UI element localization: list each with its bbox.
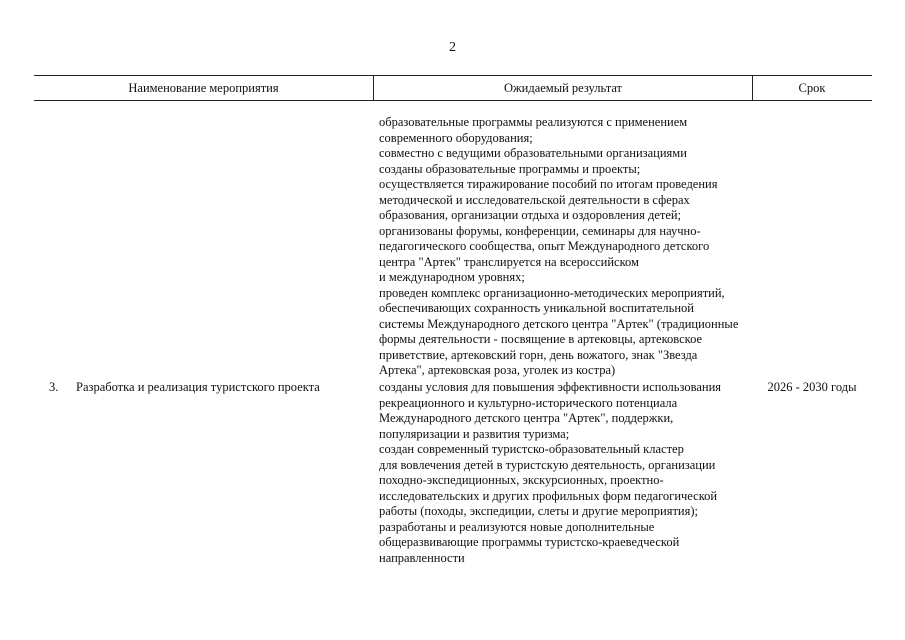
row-result: созданы условия для повышения эффективности использования рекреационного и культурно-исторического потенциала Международного детского центра "Артек", поддержки, популяризации и развития туризма; создан современный туристско-образовательный кластер для вовлечения детей в туристскую деятельность, организации походно-экспедиционных, экскурсионных, проектно- исследовательских и других профильных форм педагогической работы (походы, экспедиции, слеты и другие мероприятия); разработаны и реализуются новые дополнительные общеразвивающие программы туристско-краеведческой направленности <box>379 380 722 565</box>
row-name: Разработка и реализация туристского проекта <box>76 380 320 394</box>
header-result: Ожидаемый результат <box>373 76 753 100</box>
page-number: 2 <box>449 40 456 55</box>
row-number: 3. <box>49 380 59 394</box>
row-result: образовательные программы реализуются с применением современного оборудования; совместно с ведущими образовательными организациями созданы образовательные программы и проекты; осуществляется тиражирование пособий по итогам проведения методической и исследовательской деятельности в сферах образования, организации отдыха и оздоровления детей; организованы форумы, конференции, семинары для научно- педагогического сообщества, опыт Международного детского центра "Артек" транслируется на всероссийском и международном уровнях; проведен комплекс организационно-методических мероприятий, обеспечивающих сохранность уникальной воспитательной системы Международного детского центра "Артек" (традиционные формы деятельности - посвящение в артековцы, артековское приветствие, артековский горн, день вожатого, знак "Звезда Артека", артековская роза, уголек из костра) <box>379 115 739 377</box>
events-table <box>34 75 872 565</box>
row-term: 2026 - 2030 годы <box>767 380 857 394</box>
header-term: Срок <box>798 81 826 95</box>
table-header <box>34 75 872 101</box>
header-name: Наименование мероприятия <box>128 81 279 95</box>
